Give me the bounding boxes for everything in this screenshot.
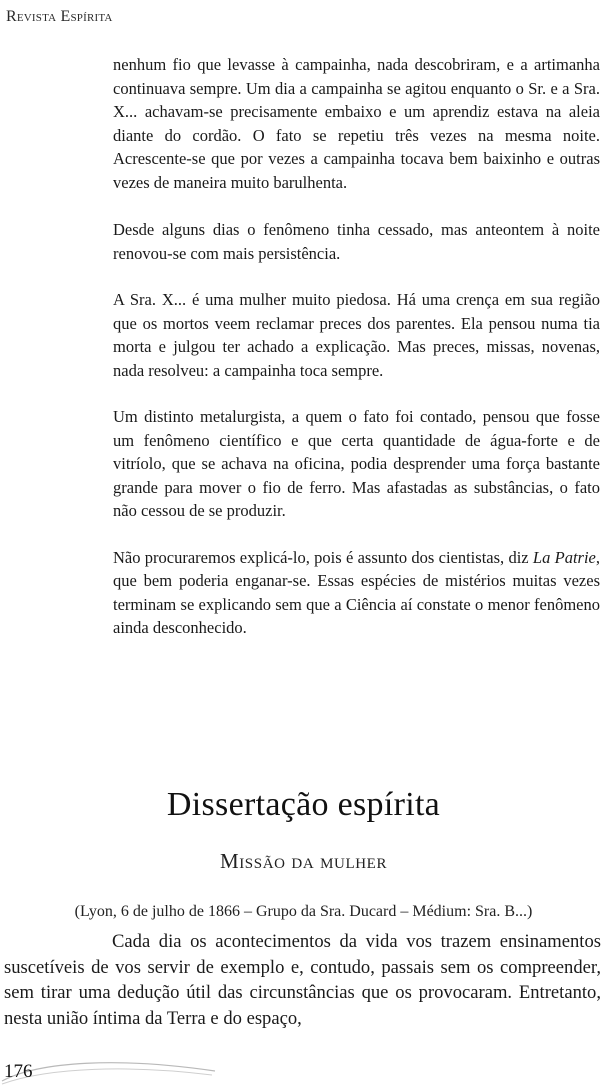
running-header: Revista Espírita [6, 8, 113, 25]
paragraph-1: nenhum fio que levasse à campainha, nada descobriram, e a artimanha continuava sempre. Um dia a campainha se agitou enquanto o Sr. e a Sra. X... achavam-se precisamente embaixo e um aprendiz estava na aleia diante do cordão. O fato se repetiu três vezes na mesma noite. Acrescente-se que por vezes a campainha tocava bem baixinho e outras vezes de maneira muito barulhenta. [113, 55, 600, 192]
paragraph-5-end: , que bem poderia enganar-se. Essas espécies de mistérios muitas vezes terminam se explicando sem que a Ciência aí constate o menor fenômeno ainda desconhecido. [113, 547, 600, 637]
section-title: Dissertação espírita [166, 786, 441, 823]
dissertation-paragraph: Cada dia os acontecimentos da vida vos trazem ensinamentos suscetíveis de vos servir de exemplo e, contudo, passais sem os compreender, sem tirar uma dedução útil das circunstâncias que os provocaram. Entretanto, nesta união íntima da Terra e do espaço, [4, 931, 601, 1029]
source-line: (Lyon, 6 de julho de 1866 – Grupo da Sra. Ducard – Médium: Sra. B...) [74, 903, 533, 920]
paragraph-2: Desde alguns dias o fenômeno tinha cessado, mas anteontem à noite renovou-se com mais persistência. [113, 220, 600, 263]
paragraph-3: A Sra. X... é uma mulher muito piedosa. Há uma crença em sua região que os mortos veem reclamar preces dos parentes. Ela pensou numa tia morta e julgou ter achado a explicação. Mas preces, missas, novenas, nada resolveu: a campainha toca sempre. [113, 290, 600, 380]
paragraph-4: Um distinto metalurgista, a quem o fato foi contado, pensou que fosse um fenômeno científico e que certa quantidade de água-forte e de vitríolo, que se achava na oficina, podia desprender uma força bastante grande para mover o fio de ferro. Mas afastadas as substâncias, o fato não cessou de se produzir. [113, 407, 600, 520]
page-number: 176 [4, 1061, 33, 1082]
section-subtitle: Missão da mulher [219, 849, 388, 873]
article-body [113, 53, 600, 663]
page-ornament-swoosh [0, 1055, 220, 1085]
paragraph-5 [113, 546, 600, 640]
paragraph-5-start: Não procuraremos explicá-lo, pois é assunto dos cientistas, diz [113, 547, 533, 567]
newspaper-title: La Patrie [532, 547, 596, 567]
